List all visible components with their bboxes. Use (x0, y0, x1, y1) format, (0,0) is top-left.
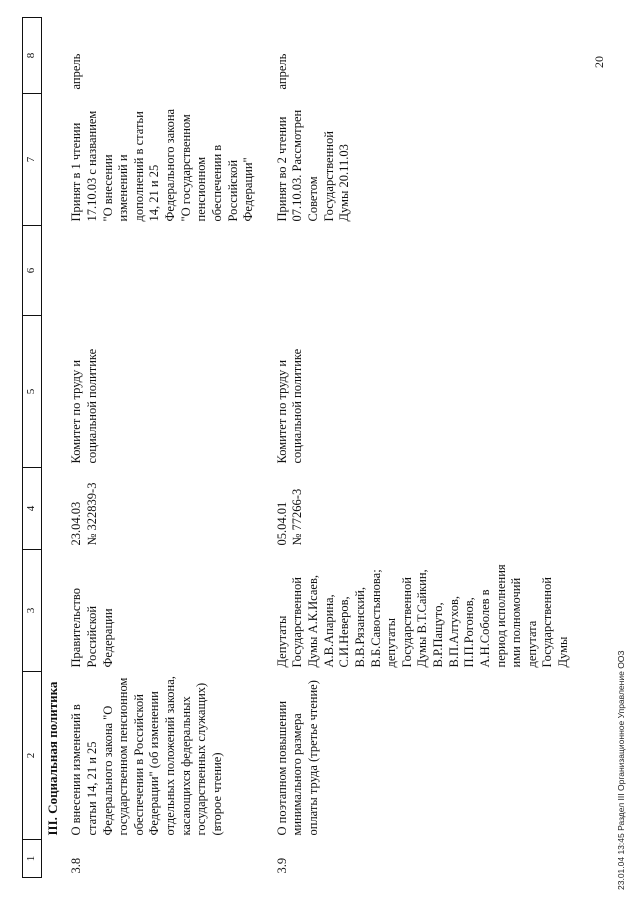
column-number: 1 (23, 840, 42, 878)
legislation-table (22, 17, 574, 878)
planned-month: апрель (69, 53, 84, 90)
column-number: 3 (23, 550, 42, 672)
registration-info: 05.04.01 № 77266-3 (274, 488, 305, 546)
row-number: 3.8 (69, 857, 84, 874)
bill-title: О внесении изменений в статьи 14, 21 и 25 Федерального закона "О государственном пенсионном обеспечении в Российской Федерации" (об изменении отдельных положений закона, касающихся федеральных государственных служащих) (второе чтение) (69, 676, 224, 836)
column-6-cell (67, 226, 259, 316)
row-number: 3.9 (274, 857, 289, 874)
table-row (259, 18, 574, 878)
bill-status: Принят в 1 чтении 17.10.03 с названием "О внесении изменений и дополнений в статьи 14, 21 и 25 Федерального закона "О государственном пенсионном обеспечении в Российской Федерации" (69, 108, 256, 222)
section-title: III. Социальная политика (45, 681, 60, 836)
column-number: 2 (23, 672, 42, 840)
column-number: 8 (23, 18, 42, 94)
column-number: 5 (23, 316, 42, 468)
responsible-committee: Комитет по труду и социальной политике (274, 348, 305, 464)
column-number: 6 (23, 226, 42, 316)
column-number: 7 (23, 94, 42, 226)
bill-initiator: Правительство Российской Федерации (69, 588, 115, 668)
bill-status: Принят во 2 чтении 07.10.03. Рассмотрен Советом Государственной Думы 20.11.03 (274, 109, 352, 222)
bill-title: О поэтапном повышении минимального размера оплаты труда (третье чтение) (274, 680, 320, 836)
column-number-header (23, 18, 42, 878)
bill-initiator: Депутаты Государственной Думы А.К.Исаев, А.В.Апарина, С.И.Неверов, В.В.Рязанский, В.Б.Савостьянова; депутаты Государственной Думы В.Т.Сайкин, В.Р.Пащуто, В.П.Алтухов, П.П.Рогонов, А.Н.Соболев в период исполнения ими полномочий депутата Государственной Думы (274, 564, 570, 668)
column-number: 4 (23, 468, 42, 550)
column-6-cell (259, 226, 574, 316)
planned-month: апрель (274, 53, 289, 90)
table-row (67, 18, 259, 878)
section-row (42, 18, 68, 878)
registration-info: 23.04.03 № 322839-3 (69, 482, 99, 546)
responsible-committee: Комитет по труду и социальной политике (69, 348, 99, 464)
footer-note: 23.01.04 13:45 Раздел III Организационное Управление ООЗ (616, 650, 626, 890)
page-number: 20 (592, 56, 606, 68)
